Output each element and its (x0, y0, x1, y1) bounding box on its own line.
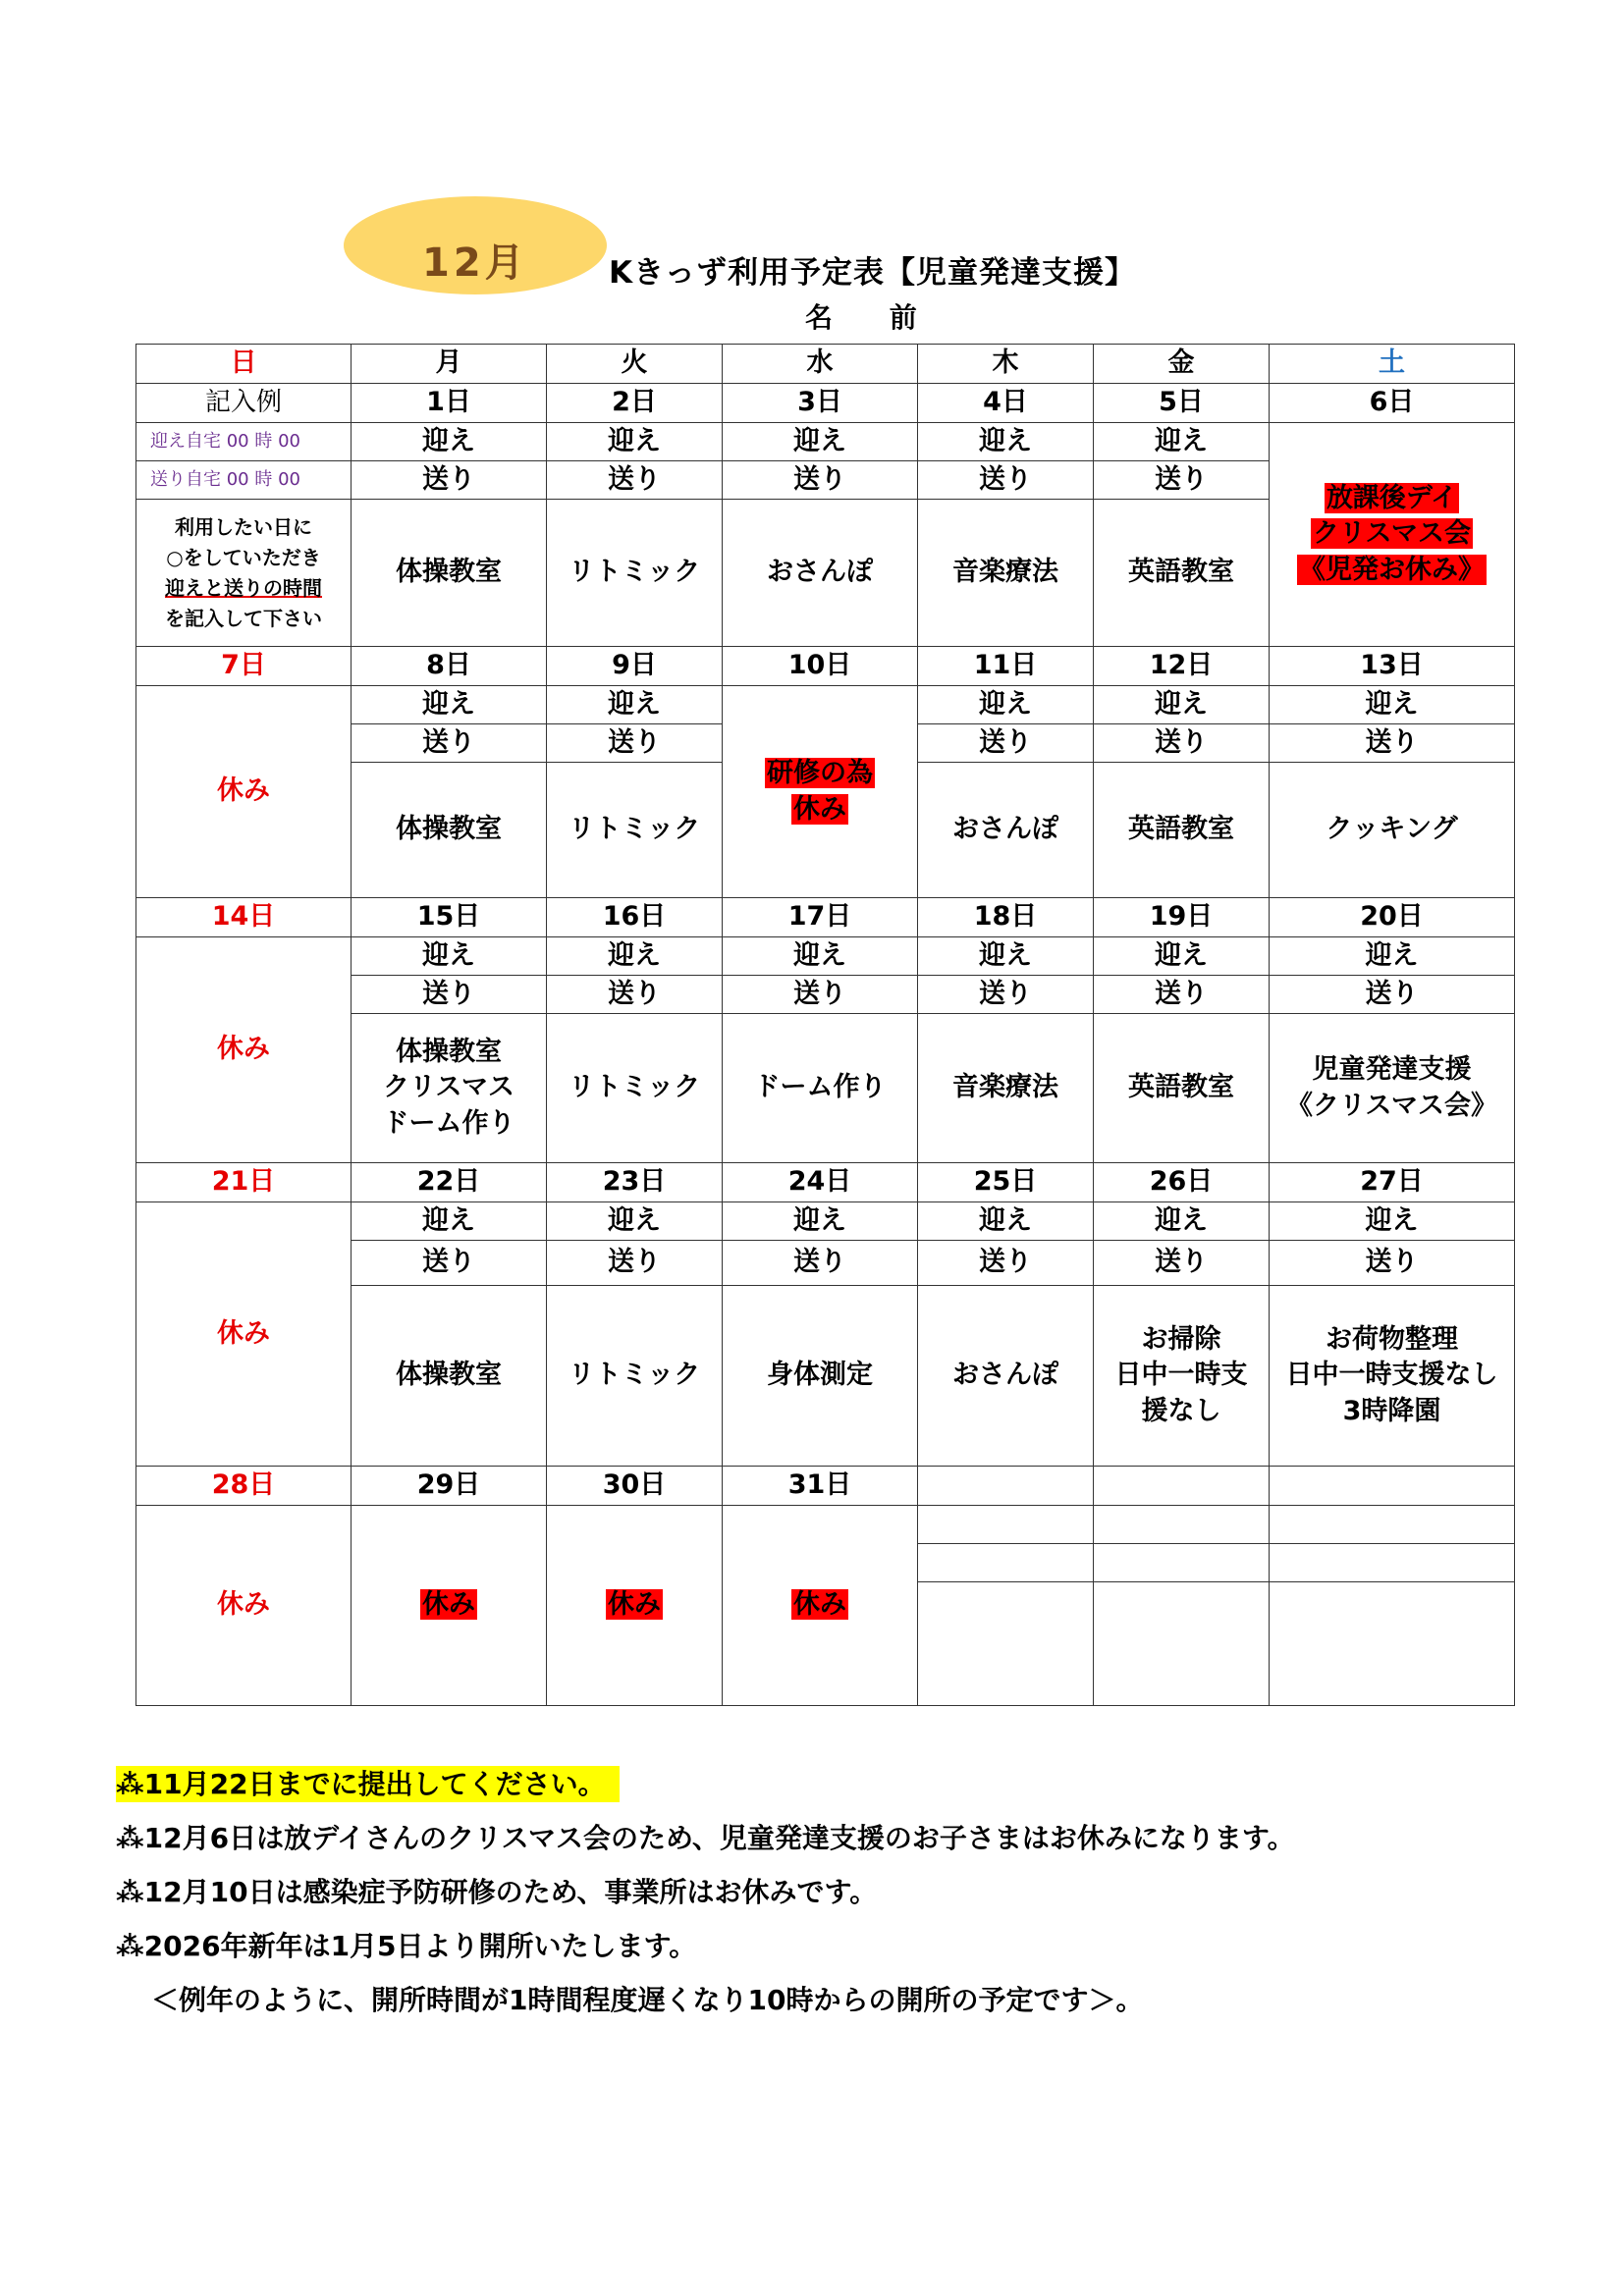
pickup-field[interactable]: 迎え (547, 423, 723, 461)
activity-cell: 体操教室 (352, 1286, 547, 1467)
pickup-field[interactable]: 迎え (547, 937, 723, 976)
pickup-field[interactable]: 迎え (723, 937, 918, 976)
activity-cell: おさんぽ (918, 1286, 1094, 1467)
example-pickup: 迎え自宅 00 時 00 (136, 423, 352, 461)
note-line: ＜例年のように、開所時間が1時間程度遅くなり10時からの開所の予定です＞。 (151, 1984, 1144, 2016)
dropoff-field[interactable]: 送り (1094, 724, 1270, 763)
note-line: ⁂2026年新年は1月5日より開所いたします。 (116, 1930, 697, 1962)
date-cell: 17日 (723, 898, 918, 937)
activity-cell: 体操教室 (352, 763, 547, 898)
date-cell: 25日 (918, 1163, 1094, 1202)
pickup-field[interactable]: 迎え (1094, 1202, 1270, 1241)
notes-section (116, 1757, 1295, 2027)
activity-cell: 体操教室 クリスマス ドーム作り (352, 1014, 547, 1163)
name-label: 名 前 (805, 301, 941, 334)
activity-cell: 英語教室 (1094, 763, 1270, 898)
week2-date-row (136, 647, 1515, 686)
empty-cell (1270, 1582, 1515, 1706)
empty-cell (1270, 1544, 1515, 1582)
week5-date-row (136, 1467, 1515, 1506)
activity-cell: 体操教室 (352, 500, 547, 647)
pickup-field[interactable]: 迎え (918, 686, 1094, 724)
pickup-field[interactable]: 迎え (547, 1202, 723, 1241)
date-cell: 16日 (547, 898, 723, 937)
pickup-field[interactable]: 迎え (918, 937, 1094, 976)
date-cell: 19日 (1094, 898, 1270, 937)
date-cell: 27日 (1270, 1163, 1515, 1202)
date-cell: 22日 (352, 1163, 547, 1202)
pickup-field[interactable]: 迎え (352, 1202, 547, 1241)
pickup-field[interactable]: 迎え (352, 937, 547, 976)
dropoff-field[interactable]: 送り (352, 724, 547, 763)
empty-cell (918, 1544, 1094, 1582)
dropoff-field[interactable]: 送り (547, 724, 723, 763)
schedule-table (135, 344, 1515, 1706)
date-cell: 7日 (136, 647, 352, 686)
event-line: 研修の為 (767, 758, 873, 789)
pickup-field[interactable]: 迎え (723, 1202, 918, 1241)
closed-cell: 休み (352, 1506, 547, 1706)
dropoff-field[interactable]: 送り (1094, 1241, 1270, 1286)
dropoff-field[interactable]: 送り (723, 976, 918, 1014)
date-cell (918, 1467, 1094, 1506)
dropoff-field[interactable]: 送り (547, 1241, 723, 1286)
activity-cell: 児童発達支援 《クリスマス会》 (1270, 1014, 1515, 1163)
date-cell: 23日 (547, 1163, 723, 1202)
date-cell: 10日 (723, 647, 918, 686)
event-line: 放課後デイ (1326, 482, 1458, 513)
activity-cell: 音楽療法 (918, 1014, 1094, 1163)
weekday-mon: 月 (352, 345, 547, 384)
date-cell: 13日 (1270, 647, 1515, 686)
dropoff-field[interactable]: 送り (918, 724, 1094, 763)
pickup-field[interactable]: 迎え (1270, 686, 1515, 724)
pickup-field[interactable]: 迎え (918, 423, 1094, 461)
date-cell: 4日 (918, 384, 1094, 423)
empty-cell (1094, 1544, 1270, 1582)
pickup-field[interactable]: 迎え (352, 423, 547, 461)
dropoff-field[interactable]: 送り (723, 1241, 918, 1286)
note-line: ⁂12月10日は感染症予防研修のため、事業所はお休みです。 (116, 1876, 878, 1908)
dropoff-field[interactable]: 送り (352, 976, 547, 1014)
pickup-field[interactable]: 迎え (1094, 686, 1270, 724)
weekday-wed: 水 (723, 345, 918, 384)
date-cell: 3日 (723, 384, 918, 423)
dropoff-field[interactable]: 送り (547, 976, 723, 1014)
dropoff-field[interactable]: 送り (918, 1241, 1094, 1286)
week5-row-a (136, 1506, 1515, 1544)
saturday-event-cell (1270, 423, 1515, 647)
example-dropoff: 送り自宅 00 時 00 (136, 461, 352, 500)
pickup-field[interactable]: 迎え (547, 686, 723, 724)
weekday-sat: 土 (1270, 345, 1515, 384)
closed-cell: 休み (136, 1202, 352, 1467)
date-cell: 26日 (1094, 1163, 1270, 1202)
pickup-field[interactable]: 迎え (1270, 937, 1515, 976)
date-cell: 11日 (918, 647, 1094, 686)
closed-cell: 休み (547, 1506, 723, 1706)
date-cell: 29日 (352, 1467, 547, 1506)
date-cell: 21日 (136, 1163, 352, 1202)
pickup-field[interactable]: 迎え (1094, 423, 1270, 461)
pickup-field[interactable]: 迎え (1270, 1202, 1515, 1241)
activity-cell: 音楽療法 (918, 500, 1094, 647)
activity-cell: クッキング (1270, 763, 1515, 898)
weekday-sun: 日 (136, 345, 352, 384)
date-cell: 5日 (1094, 384, 1270, 423)
weekday-fri: 金 (1094, 345, 1270, 384)
activity-cell: 身体測定 (723, 1286, 918, 1467)
date-cell: 15日 (352, 898, 547, 937)
date-cell: 30日 (547, 1467, 723, 1506)
note-line: ⁂12月6日は放デイさんのクリスマス会のため、児童発達支援のお子さまはお休みになります。 (116, 1822, 1295, 1854)
activity-cell: お掃除 日中一時支 援なし (1094, 1286, 1270, 1467)
activity-cell: おさんぽ (918, 763, 1094, 898)
date-cell: 6日 (1270, 384, 1515, 423)
empty-cell (1270, 1506, 1515, 1544)
week3-pickup-row (136, 937, 1515, 976)
wednesday-event-cell (723, 686, 918, 898)
closed-cell: 休み (136, 1506, 352, 1706)
dropoff-field[interactable]: 送り (1270, 976, 1515, 1014)
pickup-field[interactable]: 迎え (1094, 937, 1270, 976)
dropoff-field[interactable]: 送り (352, 461, 547, 500)
activity-cell: お荷物整理 日中一時支援なし 3時降園 (1270, 1286, 1515, 1467)
week4-date-row (136, 1163, 1515, 1202)
activity-cell: 英語教室 (1094, 1014, 1270, 1163)
activity-cell: おさんぽ (723, 500, 918, 647)
activity-cell: ドーム作り (723, 1014, 918, 1163)
dropoff-field[interactable]: 送り (352, 1241, 547, 1286)
date-cell: 14日 (136, 898, 352, 937)
activity-cell: リトミック (547, 1286, 723, 1467)
dropoff-field[interactable]: 送り (1270, 1241, 1515, 1286)
event-line: 《児発お休み》 (1299, 554, 1485, 585)
date-cell: 24日 (723, 1163, 918, 1202)
activity-cell: リトミック (547, 500, 723, 647)
date-cell: 12日 (1094, 647, 1270, 686)
page-title: Kきっず利用予定表【児童発達支援】 (609, 255, 1137, 291)
activity-cell: リトミック (547, 763, 723, 898)
week1-pickup-row (136, 423, 1515, 461)
dropoff-field[interactable]: 送り (547, 461, 723, 500)
activity-cell: 英語教室 (1094, 500, 1270, 647)
week1-date-row (136, 384, 1515, 423)
closed-cell: 休み (723, 1506, 918, 1706)
pickup-field[interactable]: 迎え (723, 423, 918, 461)
date-cell (1094, 1467, 1270, 1506)
date-cell: 20日 (1270, 898, 1515, 937)
empty-cell (918, 1582, 1094, 1706)
weekday-header-row (136, 345, 1515, 384)
dropoff-field[interactable]: 送り (1270, 724, 1515, 763)
week2-pickup-row (136, 686, 1515, 724)
event-line: クリスマス会 (1313, 518, 1471, 550)
example-instructions: 利用したい日に ○をしていただき 迎えと送りの時間 を記入して下さい (136, 500, 352, 647)
activity-cell: リトミック (547, 1014, 723, 1163)
dropoff-field[interactable]: 送り (918, 461, 1094, 500)
note-deadline: ⁂11月22日までに提出してください。 (116, 1757, 1295, 1811)
date-cell: 28日 (136, 1467, 352, 1506)
date-cell: 2日 (547, 384, 723, 423)
date-cell: 31日 (723, 1467, 918, 1506)
empty-cell (918, 1506, 1094, 1544)
month-label: 12月 (422, 240, 528, 286)
weekday-tue: 火 (547, 345, 723, 384)
week4-pickup-row (136, 1202, 1515, 1241)
dropoff-field[interactable]: 送り (918, 976, 1094, 1014)
date-cell: 8日 (352, 647, 547, 686)
dropoff-field[interactable]: 送り (1094, 976, 1270, 1014)
empty-cell (1094, 1506, 1270, 1544)
event-line: 休み (793, 793, 846, 825)
date-cell: 9日 (547, 647, 723, 686)
closed-cell: 休み (136, 686, 352, 898)
example-label: 記入例 (136, 384, 352, 423)
pickup-field[interactable]: 迎え (352, 686, 547, 724)
date-cell: 1日 (352, 384, 547, 423)
date-cell: 18日 (918, 898, 1094, 937)
weekday-thu: 木 (918, 345, 1094, 384)
week3-date-row (136, 898, 1515, 937)
dropoff-field[interactable]: 送り (723, 461, 918, 500)
date-cell (1270, 1467, 1515, 1506)
empty-cell (1094, 1582, 1270, 1706)
closed-cell: 休み (136, 937, 352, 1163)
dropoff-field[interactable]: 送り (1094, 461, 1270, 500)
pickup-field[interactable]: 迎え (918, 1202, 1094, 1241)
